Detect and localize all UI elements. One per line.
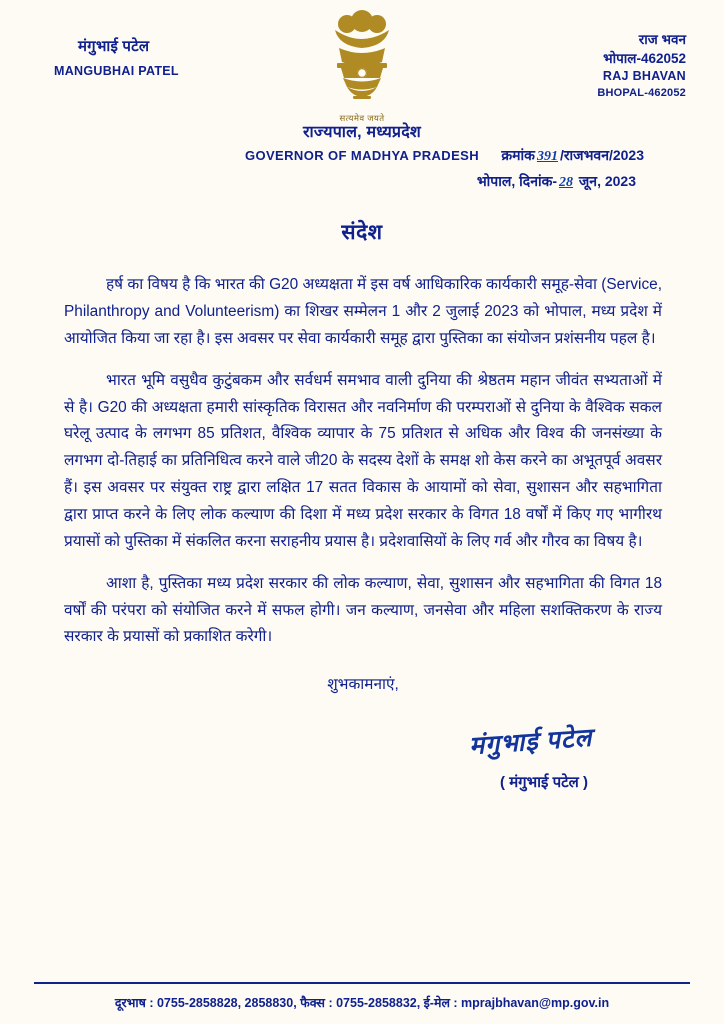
india-state-emblem-icon [314,8,410,124]
document-title: संदेश [341,221,383,244]
letter-footer [0,982,724,1024]
designation-hindi: राज्यपाल, मध्यप्रदेश [302,124,422,141]
address-line-4: BHOPAL-462052 [597,87,686,100]
paragraph-3: आशा है, पुस्तिका मध्य प्रदेश सरकार की लोक कल्याण, सेवा, सुशासन और सहभागिता की विगत 18 वर्षों की परंपरा को संयोजित करने में सफल होगी। जन कल्याण, जनसेवा और महिला सशक्तिकरण के राज्य सरकार के प्रयासों को प्रकाशित करेगी। [64,574,662,646]
footer-divider [34,982,690,984]
signature-block [64,724,662,792]
reference-number: 391 [536,149,558,164]
reference-prefix: क्रमांक [501,147,535,163]
footer-contact-text: दूरभाष : 0755-2858828, 2858830, फैक्स : 0755-2858832, ई-मेल : mprajbhavan@mp.gov.in [114,996,610,1010]
emblem-motto: सत्यमेव जयते [339,113,385,123]
paragraph-1: हर्ष का विषय है कि भारत की G20 अध्यक्षता में इस वर्ष आधिकारिक कार्यकारी समूह-सेवा (Service, Philanthropy and Volunteerism) का शिखर सम्मेलन 1 और 2 जुलाई 2023 को भोपाल, मध्य प्रदेश में आयोजित किया जा रहा है। इस अवसर पर सेवा कार्यकारी समूह द्वारा पुस्तिका का संयोजन प्रशंसनीय पहल है। [64,276,662,347]
handwritten-signature: मंगुभाई पटेल [467,724,593,761]
address-line-3: RAJ BHAVAN [602,69,686,84]
letterhead-left-block [40,36,260,78]
governor-name-hindi: मंगुभाई पटेल [78,38,150,55]
reference-suffix: /राजभवन/2023 [559,147,644,163]
signature-name: ( मंगुभाई पटेल ) [500,774,588,792]
paragraph-2: भारत भूमि वसुधैव कुटुंबकम और सर्वधर्म समभाव वाली दुनिया की श्रेष्ठतम महान जीवंत सभ्यताओं में से है। G20 की अध्यक्षता हमारी सांस्कृतिक विरासत और नवनिर्माण की परम्पराओं से दुनिया के वैश्विक सकल घरेलू उत्पाद के लगभग 85 प्रतिशत, वैश्विक व्यापार के 75 प्रतिशत से अधिक और विश्व की जनसंख्या के लगभग दो-तिहाई का प्रतिनिधित्व करने वाले जी20 के सदस्य देशों के समक्ष शो केस करने का अभूतपूर्व अवसर हैं। इस अवसर पर संयुक्त राष्ट्र द्वारा लक्षित 17 सतत विकास के आयामों को सेवा, सुशासन और सहभागिता द्वारा प्राप्त करने के लिए लोक कल्याण की दिशा में मध्य प्रदेश सरकार के विगत 18 वर्षों में किए गए भागीरथ प्रयासों को पुस्तिका में संकलित करना सराहनीय प्रयास है। प्रदेशवासियों के लिए गर्व और गौरव का विषय है। [64,371,662,550]
letterhead [0,0,724,200]
date-prefix: भोपाल, दिनांक- [476,173,558,189]
address-line-2: भोपाल-462052 [603,51,686,67]
date-day: 28 [559,175,574,190]
address-line-1: राज भवन [638,32,686,47]
governor-name-english: MANGUBHAI PATEL [54,64,179,78]
reference-number-line [501,146,644,165]
date-line [477,172,636,191]
date-suffix: जून, 2023 [575,173,636,189]
letterhead-right-block [597,30,686,102]
document-body [64,272,662,792]
designation-english: GOVERNOR OF MADHYA PRADESH [244,148,480,163]
closing-salutation: शुभकामनाएं, [327,676,399,694]
